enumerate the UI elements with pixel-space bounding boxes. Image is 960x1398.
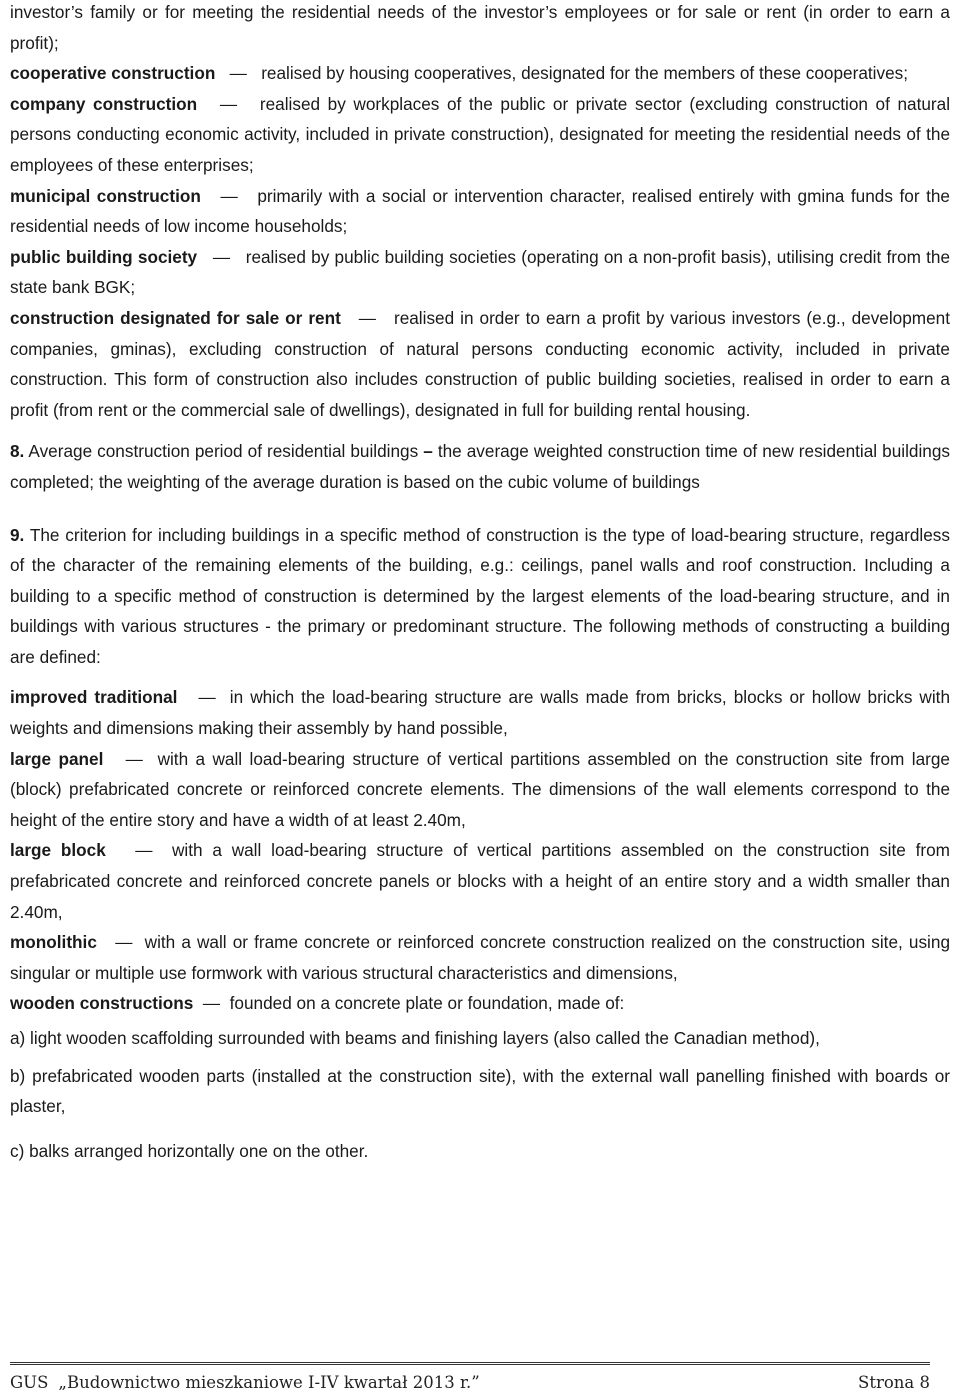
item-lead: Average construction period of residential buildings — [28, 441, 419, 462]
em-dash: — — [212, 246, 231, 267]
footer-left — [10, 1373, 480, 1392]
item-text: The criterion for including buildings in a specific method of construction is the type of load-bearing structure, regardless of the character of the remaining elements of the building, e.g.: ceilings, panel walls and roof construction. Including a building to a specific method of construction is determined by the largest elements of the load-bearing structure, and in buildings with various structures - the primary or predominant structure. The following methods of constructing a building are defined: — [10, 524, 950, 667]
public-building-society-definition — [10, 242, 950, 303]
em-dash: — — [202, 993, 221, 1014]
definition-term: cooperative construction — [10, 63, 216, 84]
definition-term: municipal construction — [10, 185, 201, 206]
definition-text: realised by public building societies (operating on a non-profit basis), utilising credit from the state bank BGK; — [10, 246, 951, 298]
sale-or-rent-construction-definition — [10, 303, 950, 425]
definition-text: realised by housing cooperatives, designated for the members of these cooperatives; — [261, 63, 909, 84]
definition-term: public building society — [10, 246, 198, 267]
em-dash: — — [198, 687, 216, 708]
company-construction-definition — [10, 89, 950, 181]
private-construction-definition-tail — [10, 0, 950, 58]
paragraph-text: investor’s family or for meeting the residential needs of the investor’s employees or for sale or rent (in order to earn a profit); — [10, 2, 950, 53]
definition-term: large block — [10, 840, 106, 861]
en-dash: – — [423, 441, 433, 462]
item-text: the average weighted construction time of new residential buildings completed; the weighting of the average duration is based on the cubic volume of buildings — [10, 441, 950, 492]
definition-term: construction designated for sale or rent — [10, 307, 341, 328]
footer-publication-title: „Budownictwo mieszkaniowe I-IV kwartał 2013 r.” — [58, 1373, 480, 1392]
footer-page-number: Strona 8 — [858, 1373, 930, 1392]
definition-term: improved traditional — [10, 687, 178, 708]
footer-text-row — [10, 1373, 930, 1392]
footer-publisher: GUS — [10, 1373, 49, 1392]
definition-text: with a wall load-bearing structure of vertical partitions assembled on the construction site from prefabricated concrete and reinforced concrete panels or blocks with a height of an entire story and a width smaller than 2.40m, — [10, 840, 950, 922]
wooden-option-c — [10, 1136, 950, 1167]
item-number: 9. — [10, 524, 25, 545]
definition-text: in which the load-bearing structure are walls made from bricks, blocks or hollow bricks with weights and dimensions making their assembly by hand possible, — [10, 687, 951, 739]
definition-term: monolithic — [10, 932, 97, 953]
definition-text: primarily with a social or intervention character, realised entirely with gmina funds for the residential needs of low income households; — [10, 185, 950, 237]
wooden-option-b — [10, 1061, 950, 1122]
em-dash: — — [115, 932, 133, 953]
improved-traditional-definition — [10, 682, 950, 743]
em-dash: — — [229, 63, 247, 84]
document-body — [10, 0, 950, 1166]
definition-term: large panel — [10, 748, 104, 769]
definition-text: realised in order to earn a profit by various investors (e.g., development companies, gminas), excluding construction of natural persons conducting economic activity, included in private construction. This form of construction also includes construction of public building societies, realised in order to earn a profit (from rent or the commercial sale of dwellings), designated in full for building rental housing. — [10, 307, 951, 420]
definition-text: with a wall or frame concrete or reinforced concrete construction realized on the construction site, using singular or multiple use formwork with various structural characteristics and dimensions, — [10, 932, 950, 983]
definition-text: with a wall load-bearing structure of vertical partitions assembled on the construction site from large (block) prefabricated concrete or reinforced concrete elements. The dimensions of the wall elements correspond to the height of the entire story and have a width of at least 2.40m, — [10, 748, 950, 830]
definition-text: realised by workplaces of the public or private sector (excluding construction of natural persons conducting economic activity, included in private construction), designated for meeting the residential needs of the employees of these enterprises; — [10, 93, 951, 175]
cooperative-construction-definition — [10, 58, 950, 89]
definition-term: wooden constructions — [10, 993, 194, 1014]
definition-text: founded on a concrete plate or foundation, made of: — [229, 993, 625, 1014]
wooden-option-a — [10, 1023, 950, 1054]
em-dash: — — [219, 93, 238, 114]
large-block-definition — [10, 835, 950, 927]
list-item-text: a) light wooden scaffolding surrounded with beams and finishing layers (also called the Canadian method), — [10, 1028, 820, 1048]
em-dash: — — [135, 840, 153, 861]
wooden-constructions-definition — [10, 988, 950, 1019]
em-dash: — — [125, 748, 143, 769]
definition-term: company construction — [10, 93, 198, 114]
em-dash: — — [358, 307, 376, 328]
item-8-paragraph — [10, 436, 950, 497]
monolithic-definition — [10, 927, 950, 988]
large-panel-definition — [10, 744, 950, 836]
em-dash: — — [220, 185, 238, 206]
item-number: 8. — [10, 441, 25, 462]
municipal-construction-definition — [10, 181, 950, 242]
page-footer — [10, 1362, 930, 1398]
list-item-text: c) balks arranged horizontally one on the other. — [10, 1140, 369, 1161]
item-9-paragraph — [10, 520, 950, 673]
list-item-text: b) prefabricated wooden parts (installed at the construction site), with the external wall panelling finished with boards or plaster, — [10, 1065, 950, 1117]
